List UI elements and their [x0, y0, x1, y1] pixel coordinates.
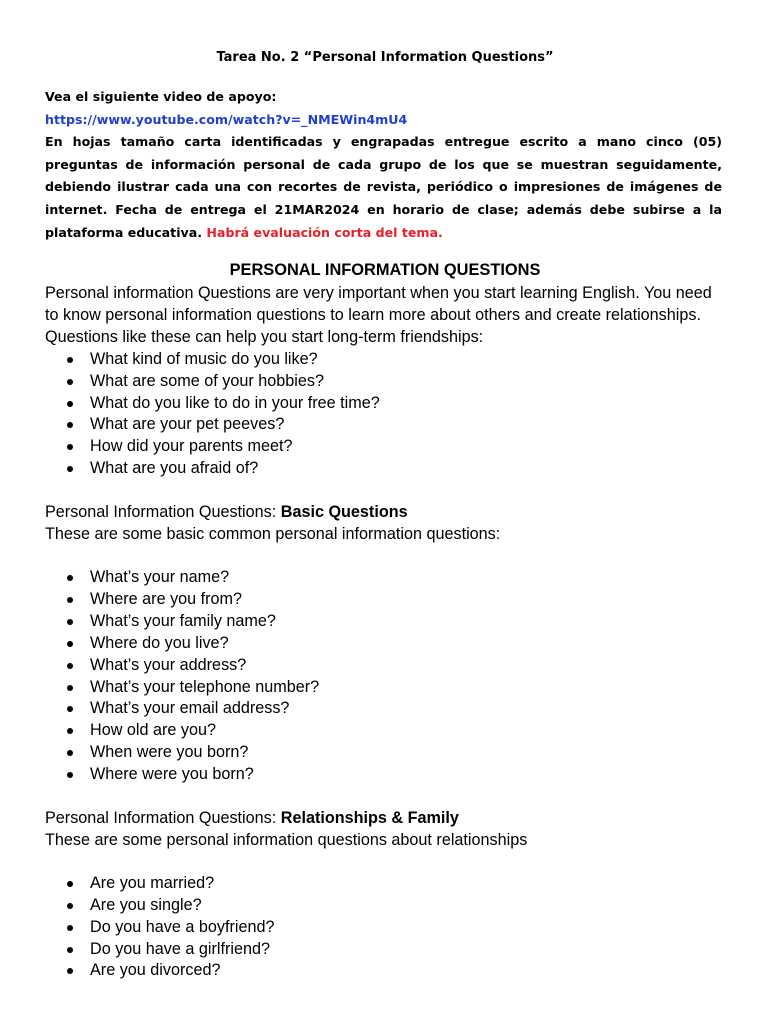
relationships-section-prefix: Personal Information Questions: [45, 809, 281, 828]
instructions-paragraph [45, 131, 722, 244]
list-item: Do you have a girlfriend? [45, 939, 725, 961]
list-item: Are you divorced? [45, 960, 725, 982]
list-item: When were you born? [45, 742, 725, 764]
list-item: Do you have a boyfriend? [45, 917, 725, 939]
relationships-section-description: These are some personal information questions about relationships [45, 830, 528, 849]
spacer [45, 786, 725, 808]
list-item: What’s your telephone number? [45, 677, 725, 699]
list-item: What’s your email address? [45, 698, 725, 720]
document-heading: PERSONAL INFORMATION QUESTIONS [229, 261, 541, 279]
list-item: How old are you? [45, 720, 725, 742]
questions-document [45, 258, 725, 982]
spacer [45, 480, 725, 502]
basic-question-list [45, 567, 725, 786]
list-item: How did your parents meet? [45, 436, 725, 458]
basic-section-title: Basic Questions [280, 503, 408, 522]
document-page [45, 0, 725, 1024]
spacer [45, 546, 725, 567]
instructions-text: En hojas tamaño carta identificadas y engrapadas entregue escrito a mano cinco (05) preguntas de información personal de cada grupo de los que se muestran seguidamente, debiendo ilustrar cada una con recortes de revista, periódico o impresiones de imágenes de internet. Fecha de entrega el 21MAR2024 en horario de clase; además debe subirse a la plataforma educativa. [45, 134, 722, 240]
list-item: Where do you live? [45, 633, 725, 655]
list-item: Are you single? [45, 895, 725, 917]
relationships-section-title: Relationships & Family [280, 809, 459, 828]
intro-paragraph: Personal information Questions are very important when you start learning English. You need to know personal information questions to learn more about others and create relationships. Questions like these can help you start long-term friendships: [45, 284, 712, 346]
list-item: What are you afraid of? [45, 458, 725, 480]
video-link[interactable]: https://www.youtube.com/watch?v=_NMEWin4mU4 [45, 111, 408, 127]
list-item: Where were you born? [45, 764, 725, 786]
list-item: What’s your address? [45, 655, 725, 677]
list-item: What are your pet peeves? [45, 414, 725, 436]
list-item: Where are you from? [45, 589, 725, 611]
task-instructions-block [45, 86, 722, 244]
relationships-section-heading [45, 808, 725, 830]
list-item: What’s your family name? [45, 611, 725, 633]
list-item: What’s your name? [45, 567, 725, 589]
basic-section-heading [45, 502, 725, 524]
list-item: What kind of music do you like? [45, 349, 725, 371]
list-item: What do you like to do in your free time? [45, 393, 725, 415]
basic-section-prefix: Personal Information Questions: [45, 503, 281, 522]
basic-section-description: These are some basic common personal information questions: [45, 525, 501, 544]
list-item: What are some of your hobbies? [45, 371, 725, 393]
list-item: Are you married? [45, 873, 725, 895]
evaluation-warning: Habrá evaluación corta del tema. [206, 224, 443, 240]
relationships-question-list [45, 873, 725, 983]
intro-question-list [45, 349, 725, 480]
task-title: Tarea No. 2 “Personal Information Questions” [216, 50, 554, 65]
video-label: Vea el siguiente video de apoyo: [45, 89, 277, 104]
spacer [45, 852, 725, 873]
